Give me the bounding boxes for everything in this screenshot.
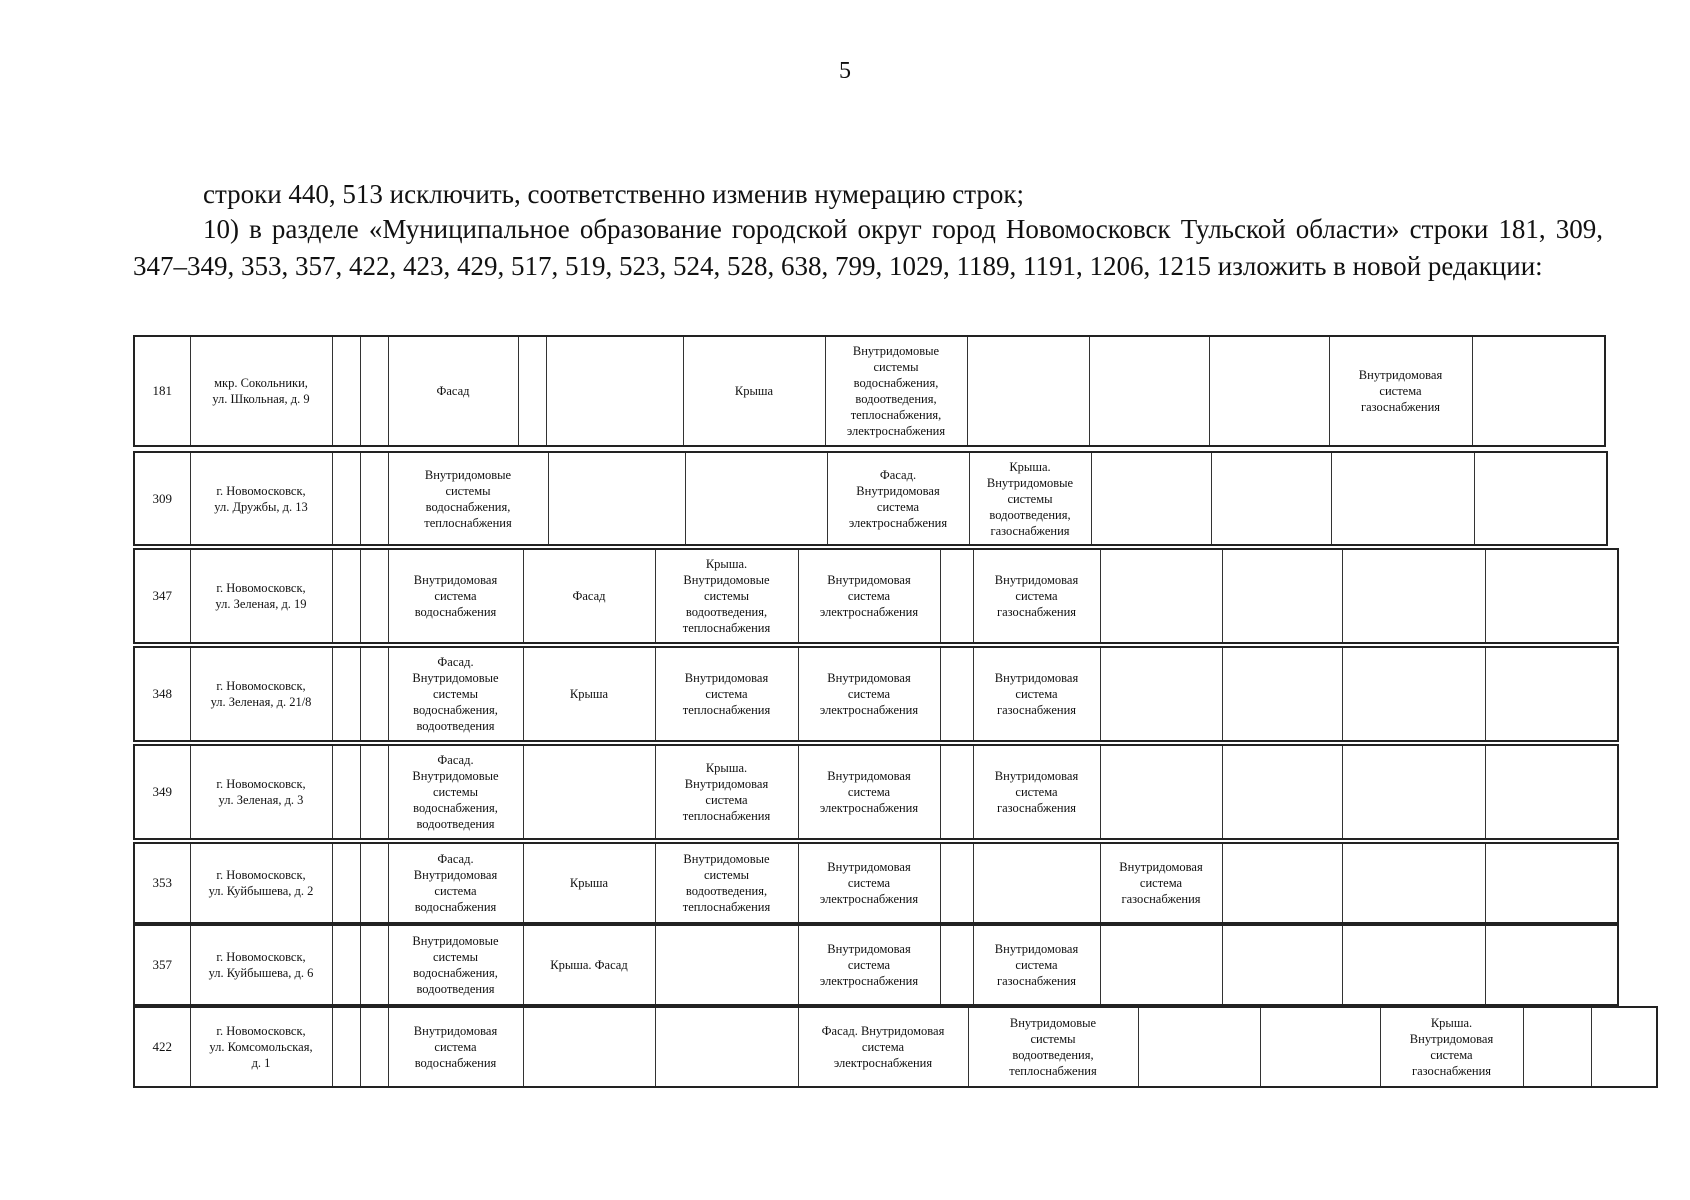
work-cell: [1329, 336, 1472, 446]
work-line: газоснабжения: [1411, 1064, 1492, 1078]
table-row: [134, 452, 1607, 545]
address-cell: [190, 1007, 332, 1087]
table-row-349: [133, 744, 1619, 840]
work-cell: [1100, 925, 1222, 1005]
work-cell: [1209, 336, 1329, 446]
work-cell: [940, 745, 973, 839]
address-line: ул. Комсомольская,: [209, 1040, 313, 1054]
work-line: Фасад.: [437, 655, 474, 669]
work-line: система: [847, 687, 891, 701]
address-cell: [190, 452, 332, 545]
table-row: [134, 1007, 1657, 1087]
work-cell: [655, 647, 798, 741]
work-line: система: [847, 785, 891, 799]
work-line: Фасад: [572, 589, 606, 603]
work-cell: [1523, 1007, 1591, 1087]
work-line: системы: [1007, 491, 1053, 506]
work-line: теплоснабжения: [424, 515, 512, 530]
work-line: Внутридомовая: [827, 942, 911, 956]
address-line: г. Новомосковск,: [216, 679, 306, 693]
work-line: теплоснабжения: [682, 900, 771, 914]
work-line: Внутридомовые: [1009, 1016, 1097, 1030]
work-line: водоотведения,: [1012, 1048, 1094, 1062]
work-line: водоснабжения,: [425, 499, 511, 514]
work-cell: [332, 452, 360, 545]
work-cell: [1260, 1007, 1380, 1087]
work-cell: [1100, 745, 1222, 839]
work-cell: [360, 843, 388, 923]
work-line: Крыша: [734, 384, 774, 398]
work-line: система: [434, 589, 477, 603]
work-cell: [360, 1007, 388, 1087]
work-cell: [1222, 843, 1342, 923]
work-cell: [388, 745, 523, 839]
work-line: Внутридомовые: [852, 344, 940, 358]
work-line: системы: [873, 360, 919, 374]
work-line: Внутридомовая: [827, 671, 911, 685]
work-line: Крыша: [569, 687, 609, 701]
work-cell: [655, 843, 798, 923]
work-line: Внутридомовая: [413, 1024, 498, 1038]
work-line: газоснабжения: [996, 605, 1077, 619]
table-row-181: [133, 335, 1606, 447]
work-cell: [1485, 549, 1618, 643]
address-line: ул. Куйбышева, д. 6: [208, 966, 314, 980]
work-line: газоснабжения: [996, 974, 1077, 988]
work-line: система: [434, 884, 477, 898]
work-line: электроснабжения: [819, 703, 919, 717]
work-line: Крыша.: [705, 557, 748, 571]
work-line: водоснабжения: [414, 900, 497, 914]
work-cell: [523, 549, 655, 643]
work-line: система: [434, 1040, 477, 1054]
work-cell: [798, 1007, 968, 1087]
work-line: Внутридомовые: [986, 475, 1074, 490]
work-cell: [523, 1007, 655, 1087]
work-cell: [1342, 843, 1485, 923]
work-line: системы: [432, 687, 479, 701]
address-line: ул. Куйбышева, д. 2: [208, 884, 314, 898]
address-line: г. Новомосковск,: [216, 777, 306, 791]
work-cell: [685, 452, 827, 545]
work-line: Фасад.: [437, 852, 474, 866]
work-line: Крыша. Фасад: [550, 958, 628, 972]
work-line: Внутридомовая: [994, 573, 1079, 587]
work-cell: [388, 925, 523, 1005]
work-line: системы: [432, 950, 479, 964]
work-line: газоснабжения: [996, 703, 1077, 717]
work-line: электроснабжения: [833, 1056, 933, 1070]
work-cell: [388, 336, 518, 446]
work-line: водоотведения: [416, 817, 495, 831]
work-cell: [1472, 336, 1605, 446]
work-cell: [655, 925, 798, 1005]
work-line: система: [847, 589, 891, 603]
work-line: газоснабжения: [996, 801, 1077, 815]
address-cell: [190, 336, 332, 446]
work-cell: [655, 549, 798, 643]
work-line: Внутридомовая: [1358, 368, 1443, 382]
work-line: электроснабжения: [819, 892, 919, 906]
work-cell: [798, 549, 940, 643]
work-line: электроснабжения: [848, 515, 948, 530]
address-line: ул. Дружбы, д. 13: [214, 499, 308, 514]
work-line: водоснабжения,: [413, 801, 498, 815]
table-row-357: [133, 924, 1619, 1006]
address-cell: [190, 647, 332, 741]
work-line: система: [705, 793, 748, 807]
work-line: система: [1015, 687, 1058, 701]
work-line: водоснабжения,: [853, 376, 939, 390]
table-row: [134, 647, 1618, 741]
work-line: Внутридомовая: [994, 769, 1079, 783]
work-line: система: [876, 499, 920, 514]
table-row-353: [133, 842, 1619, 924]
work-line: система: [847, 876, 891, 890]
work-cell: [969, 452, 1091, 545]
table-row: [134, 925, 1618, 1005]
work-cell: [360, 745, 388, 839]
work-line: Внутридомовая: [1409, 1032, 1494, 1046]
work-cell: [798, 647, 940, 741]
work-cell: [360, 452, 388, 545]
work-line: система: [705, 687, 748, 701]
work-line: теплоснабжения: [682, 809, 771, 823]
work-line: Крыша.: [1430, 1016, 1473, 1030]
address-line: г. Новомосковск,: [216, 868, 306, 882]
work-cell: [973, 549, 1100, 643]
work-cell: [973, 745, 1100, 839]
work-cell: [332, 647, 360, 741]
table-row-347: [133, 548, 1619, 644]
work-cell: [388, 647, 523, 741]
work-line: водоотведения,: [855, 392, 937, 406]
work-line: газоснабжения: [1360, 400, 1441, 414]
work-line: водоотведения: [416, 982, 495, 996]
work-cell: [1222, 549, 1342, 643]
work-cell: [1222, 745, 1342, 839]
address-cell: [190, 843, 332, 923]
work-line: водоотведения,: [685, 884, 768, 898]
work-line: Крыша.: [705, 761, 748, 775]
work-line: Внутридомовая: [684, 671, 769, 685]
work-cell: [523, 647, 655, 741]
work-cell: [973, 647, 1100, 741]
row-number-cell: 348: [134, 647, 190, 741]
work-line: Фасад: [436, 384, 470, 398]
work-line: электроснабжения: [819, 801, 919, 815]
work-line: водоснабжения: [414, 605, 497, 619]
row-number-cell: 349: [134, 745, 190, 839]
work-cell: [523, 843, 655, 923]
work-cell: [1100, 549, 1222, 643]
address-cell: [190, 925, 332, 1005]
work-line: водоотведения: [416, 719, 495, 733]
work-cell: [1222, 647, 1342, 741]
work-line: теплоснабжения,: [850, 408, 942, 422]
work-line: Внутридомовая: [684, 777, 769, 791]
work-line: Крыша: [569, 876, 609, 890]
work-line: Внутридомовая: [413, 868, 498, 882]
work-line: Внутридомовая: [994, 671, 1079, 685]
work-line: Внутридомовая: [1119, 860, 1203, 874]
work-cell: [973, 925, 1100, 1005]
row-number-cell: 309: [134, 452, 190, 545]
work-cell: [388, 549, 523, 643]
work-cell: [332, 843, 360, 923]
work-line: системы: [703, 589, 750, 603]
paragraph-exclude-rows: строки 440, 513 исключить, соответственно изменив нумерацию строк;: [203, 179, 1025, 209]
work-line: Внутридомовые: [424, 467, 512, 482]
address-line: ул. Зеленая, д. 19: [215, 597, 307, 611]
work-cell: [798, 925, 940, 1005]
address-line: г. Новомосковск,: [216, 950, 306, 964]
work-cell: [1100, 647, 1222, 741]
work-cell: [332, 745, 360, 839]
address-line: г. Новомосковск,: [216, 483, 306, 498]
work-cell: [360, 336, 388, 446]
work-cell: [523, 745, 655, 839]
work-line: водоснабжения,: [413, 703, 498, 717]
work-line: Внутридомовая: [827, 860, 911, 874]
row-number-cell: 353: [134, 843, 190, 923]
work-cell: [1091, 452, 1211, 545]
address-line: г. Новомосковск,: [216, 1024, 306, 1038]
work-line: Внутридомовая: [413, 573, 498, 587]
table-row: [134, 336, 1605, 446]
work-cell: [388, 452, 548, 545]
address-line: г. Новомосковск,: [216, 581, 306, 595]
table-row-348: [133, 646, 1619, 742]
work-cell: [518, 336, 546, 446]
work-line: Внутридомовая: [827, 769, 911, 783]
work-line: газоснабжения: [1121, 892, 1201, 906]
work-cell: [798, 843, 940, 923]
work-line: теплоснабжения: [1009, 1064, 1097, 1078]
work-cell: [798, 745, 940, 839]
address-line: ул. Зеленая, д. 21/8: [210, 695, 312, 709]
work-line: теплоснабжения: [682, 621, 771, 635]
work-cell: [1342, 745, 1485, 839]
work-line: система: [861, 1040, 905, 1054]
work-cell: [332, 549, 360, 643]
work-line: системы: [445, 483, 491, 498]
work-cell: [1222, 925, 1342, 1005]
address-cell: [190, 549, 332, 643]
table-row-309: [133, 451, 1608, 546]
work-line: система: [1139, 876, 1183, 890]
work-cell: [360, 925, 388, 1005]
work-cell: [360, 549, 388, 643]
work-line: система: [1379, 384, 1422, 398]
work-cell: [683, 336, 825, 446]
work-line: Внутридомовые: [683, 573, 770, 587]
work-line: Внутридомовая: [856, 483, 940, 498]
work-cell: [825, 336, 967, 446]
work-cell: [940, 925, 973, 1005]
address-line: ул. Школьная, д. 9: [212, 392, 310, 406]
work-cell: [973, 843, 1100, 923]
work-cell: [1380, 1007, 1523, 1087]
work-cell: [827, 452, 969, 545]
work-line: системы: [1030, 1032, 1076, 1046]
row-number-cell: 181: [134, 336, 190, 446]
work-cell: [1342, 925, 1485, 1005]
work-cell: [546, 336, 683, 446]
table-row: [134, 843, 1618, 923]
work-line: Фасад. Внутридомовая: [821, 1024, 945, 1038]
work-line: электроснабжения: [819, 974, 919, 988]
table-row-422: [133, 1006, 1658, 1088]
work-cell: [968, 1007, 1138, 1087]
work-cell: [1100, 843, 1222, 923]
work-line: водоотведения,: [989, 507, 1071, 522]
page-number: 5: [839, 58, 851, 84]
work-line: Крыша.: [1009, 459, 1051, 474]
work-cell: [548, 452, 685, 545]
work-line: система: [1015, 958, 1058, 972]
work-cell: [940, 843, 973, 923]
work-cell: [388, 1007, 523, 1087]
address-line: мкр. Сокольники,: [214, 376, 308, 390]
work-line: электроснабжения: [846, 424, 946, 438]
work-line: теплоснабжения: [682, 703, 771, 717]
work-cell: [1138, 1007, 1260, 1087]
work-line: Внутридомовые: [412, 934, 499, 948]
work-cell: [388, 843, 523, 923]
table-row: [134, 745, 1618, 839]
work-cell: [332, 1007, 360, 1087]
address-cell: [190, 745, 332, 839]
address-line: д. 1: [251, 1056, 271, 1070]
work-cell: [332, 925, 360, 1005]
work-line: Внутридомовая: [827, 573, 911, 587]
work-cell: [1591, 1007, 1657, 1087]
work-line: водоснабжения: [414, 1056, 497, 1070]
work-cell: [940, 549, 973, 643]
work-cell: [1485, 647, 1618, 741]
address-line: ул. Зеленая, д. 3: [218, 793, 304, 807]
work-line: водоотведения,: [685, 605, 768, 619]
work-line: системы: [432, 785, 479, 799]
paragraph-amend-section: 10) в разделе «Муниципальное образование городской округ город Новомосковск Тульской области» строки 181, 309, 347–349, 353, 357, 422, 423, 429, 517, 519, 523, 524, 528, 638, 799, 1029, 1189, 1191, 1206, 1215 изложить в новой редакции:: [133, 214, 1603, 281]
work-cell: [523, 925, 655, 1005]
work-cell: [1485, 745, 1618, 839]
table-row: [134, 549, 1618, 643]
work-cell: [332, 336, 360, 446]
work-line: система: [1430, 1048, 1473, 1062]
work-cell: [1211, 452, 1331, 545]
row-number-cell: 347: [134, 549, 190, 643]
work-line: Внутридомовая: [994, 942, 1079, 956]
work-cell: [655, 1007, 798, 1087]
work-line: Внутридомовые: [412, 769, 499, 783]
work-cell: [967, 336, 1089, 446]
row-number-cell: 357: [134, 925, 190, 1005]
work-cell: [940, 647, 973, 741]
work-line: Внутридомовые: [412, 671, 499, 685]
work-cell: [360, 647, 388, 741]
work-line: система: [1015, 785, 1058, 799]
work-line: электроснабжения: [819, 605, 919, 619]
work-line: Внутридомовые: [683, 852, 770, 866]
work-cell: [1331, 452, 1474, 545]
work-cell: [1474, 452, 1607, 545]
work-cell: [1342, 549, 1485, 643]
work-line: система: [847, 958, 891, 972]
work-cell: [1485, 925, 1618, 1005]
work-line: Фасад.: [437, 753, 474, 767]
row-number-cell: 422: [134, 1007, 190, 1087]
work-line: водоснабжения,: [413, 966, 498, 980]
work-line: система: [1015, 589, 1058, 603]
work-line: системы: [703, 868, 750, 882]
work-line: Фасад.: [879, 467, 917, 482]
work-cell: [1342, 647, 1485, 741]
work-line: газоснабжения: [990, 523, 1070, 538]
work-cell: [655, 745, 798, 839]
work-cell: [1485, 843, 1618, 923]
work-cell: [1089, 336, 1209, 446]
